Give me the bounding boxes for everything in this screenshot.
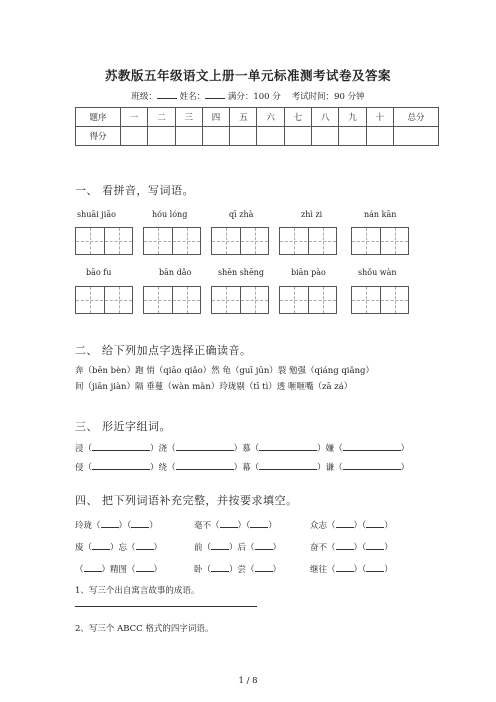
answer-blank[interactable] — [366, 540, 384, 550]
score-cell[interactable] — [284, 127, 311, 146]
pinyin: shǒu wàn — [358, 268, 397, 277]
answer-blank[interactable] — [92, 441, 150, 451]
writing-box[interactable] — [75, 227, 133, 255]
score-cell[interactable] — [394, 127, 439, 146]
table-cell: 七 — [284, 108, 311, 127]
answer-blank[interactable] — [211, 562, 229, 572]
answer-blank[interactable] — [250, 518, 268, 528]
table-cell: 八 — [312, 108, 339, 127]
score-table-score-row — [76, 127, 439, 146]
answer-blank[interactable] — [259, 460, 317, 470]
answer-blank[interactable] — [136, 540, 154, 550]
char: 侵 — [75, 463, 84, 473]
page-number: 1 / 8 — [238, 676, 258, 686]
score-cell[interactable] — [366, 127, 393, 146]
name-blank — [205, 90, 225, 99]
idiom-group: 毫不（ ）（ ） — [194, 518, 277, 531]
writing-box[interactable] — [279, 227, 337, 255]
table-cell: 四 — [202, 108, 229, 127]
section-3-heading: 三、 形近字组词。 — [75, 420, 171, 433]
answer-blank[interactable] — [255, 540, 273, 550]
pinyin: bān dǎo — [159, 268, 192, 277]
score-table-header-row — [76, 108, 439, 127]
writing-box[interactable] — [211, 286, 269, 314]
pinyin: nán kān — [364, 210, 397, 219]
answer-blank[interactable] — [92, 540, 110, 550]
section-1-heading: 一、 看拼音，写词语。 — [75, 184, 194, 197]
idiom-group: （ ）精图（ ） — [75, 562, 162, 575]
writing-box[interactable] — [351, 286, 409, 314]
score-cell[interactable] — [148, 127, 175, 146]
writing-box[interactable] — [143, 227, 201, 255]
answer-blank[interactable] — [343, 460, 401, 470]
idiom-group: 玲珑（ ）（ ） — [75, 518, 158, 531]
answer-blank[interactable] — [176, 441, 234, 451]
similar-chars-row: 侵（ ）绕（ ）幕（ ）谦（ ） — [75, 460, 409, 473]
name-label: 姓名： — [179, 92, 206, 102]
idiom-group: 卧（ ）尝（ ） — [194, 562, 281, 575]
answer-blank[interactable] — [336, 562, 354, 572]
pinyin: shuāi jiāo — [77, 210, 116, 219]
writing-box[interactable] — [211, 227, 269, 255]
char: 慕 — [242, 444, 251, 454]
table-cell: 五 — [230, 108, 257, 127]
full-score: 满分：100 分 — [227, 92, 281, 102]
table-cell: 十 — [366, 108, 393, 127]
char: 嫌 — [325, 444, 335, 454]
pinyin: shēn shēng — [218, 268, 264, 277]
pinyin: zhì zi — [301, 210, 323, 219]
section-4-heading: 四、 把下列词语补充完整，并按要求填空。 — [75, 494, 298, 507]
score-table — [75, 107, 439, 146]
char: 浸 — [75, 444, 84, 454]
pronunciation-line: 奔（bēn bèn）跑 悄（qiāo qiǎo）然 龟（guī jūn）裂 勉强（qiáng qiǎng） — [75, 366, 374, 376]
question-1: 1、写三个出自寓言故事的成语。 — [75, 586, 200, 596]
page-title: 苏教版五年级语文上册一单元标准测考试卷及答案 — [104, 68, 391, 83]
similar-chars-row: 浸（ ）浇（ ）慕（ ）嫌（ ） — [75, 441, 409, 454]
score-cell[interactable] — [257, 127, 284, 146]
class-blank — [157, 90, 177, 99]
answer-blank[interactable] — [211, 540, 229, 550]
answer-blank[interactable] — [101, 518, 119, 528]
score-cell[interactable] — [312, 127, 339, 146]
answer-blank[interactable] — [255, 562, 273, 572]
answer-blank[interactable] — [366, 562, 384, 572]
exam-time: 考试时间：90 分钟 — [291, 92, 365, 102]
pinyin: qī zhà — [229, 210, 254, 219]
table-cell: 九 — [339, 108, 366, 127]
answer-blank[interactable] — [259, 441, 317, 451]
answer-blank[interactable] — [131, 518, 149, 528]
table-cell: 得分 — [76, 127, 121, 146]
pinyin: bāo fu — [86, 268, 112, 277]
writing-box[interactable] — [75, 286, 133, 314]
writing-box[interactable] — [351, 227, 409, 255]
table-cell: 二 — [148, 108, 175, 127]
answer-blank[interactable] — [343, 441, 401, 451]
answer-blank[interactable] — [84, 562, 102, 572]
pinyin: hóu lóng — [152, 210, 188, 219]
writing-box[interactable] — [279, 286, 337, 314]
char: 谦 — [325, 463, 335, 473]
writing-box[interactable] — [143, 286, 201, 314]
question-2: 2、写三个 ABCC 格式的四字词语。 — [75, 624, 214, 634]
answer-blank[interactable] — [176, 460, 234, 470]
pronunciation-line: 间（jiān jiàn）隔 垂蔓（wàn màn）玲珑剔（tī tì）透 咂咂嘴（zā zá） — [75, 382, 353, 392]
answer-blank[interactable] — [336, 540, 354, 550]
table-cell: 一 — [121, 108, 148, 127]
table-cell: 题序 — [76, 108, 121, 127]
idiom-group: 前（ ）后（ ） — [194, 540, 281, 553]
score-cell[interactable] — [175, 127, 202, 146]
idiom-group: 继往（ ）（ ） — [310, 562, 393, 575]
idiom-group: 奋不（ ）（ ） — [310, 540, 393, 553]
answer-blank[interactable] — [336, 518, 354, 528]
char: 幕 — [242, 463, 251, 473]
score-cell[interactable] — [202, 127, 229, 146]
table-cell: 三 — [175, 108, 202, 127]
idiom-group: 众志（ ）（ ） — [310, 518, 393, 531]
answer-blank[interactable] — [366, 518, 384, 528]
score-cell[interactable] — [230, 127, 257, 146]
answer-blank[interactable] — [92, 460, 150, 470]
idiom-group: 废（ ）忘（ ） — [75, 540, 162, 553]
table-cell: 总分 — [394, 108, 439, 127]
char: 绕 — [158, 463, 168, 473]
answer-line[interactable] — [75, 606, 257, 607]
score-cell[interactable] — [121, 127, 148, 146]
section-2-heading: 二、 给下列加点字选择正确读音。 — [75, 344, 252, 357]
table-cell: 六 — [257, 108, 284, 127]
exam-info — [0, 90, 496, 102]
char: 浇 — [158, 444, 168, 454]
class-label: 班级： — [131, 92, 157, 102]
answer-blank[interactable] — [136, 562, 154, 572]
score-cell[interactable] — [339, 127, 366, 146]
answer-blank[interactable] — [220, 518, 238, 528]
pinyin: biān pào — [291, 268, 326, 277]
